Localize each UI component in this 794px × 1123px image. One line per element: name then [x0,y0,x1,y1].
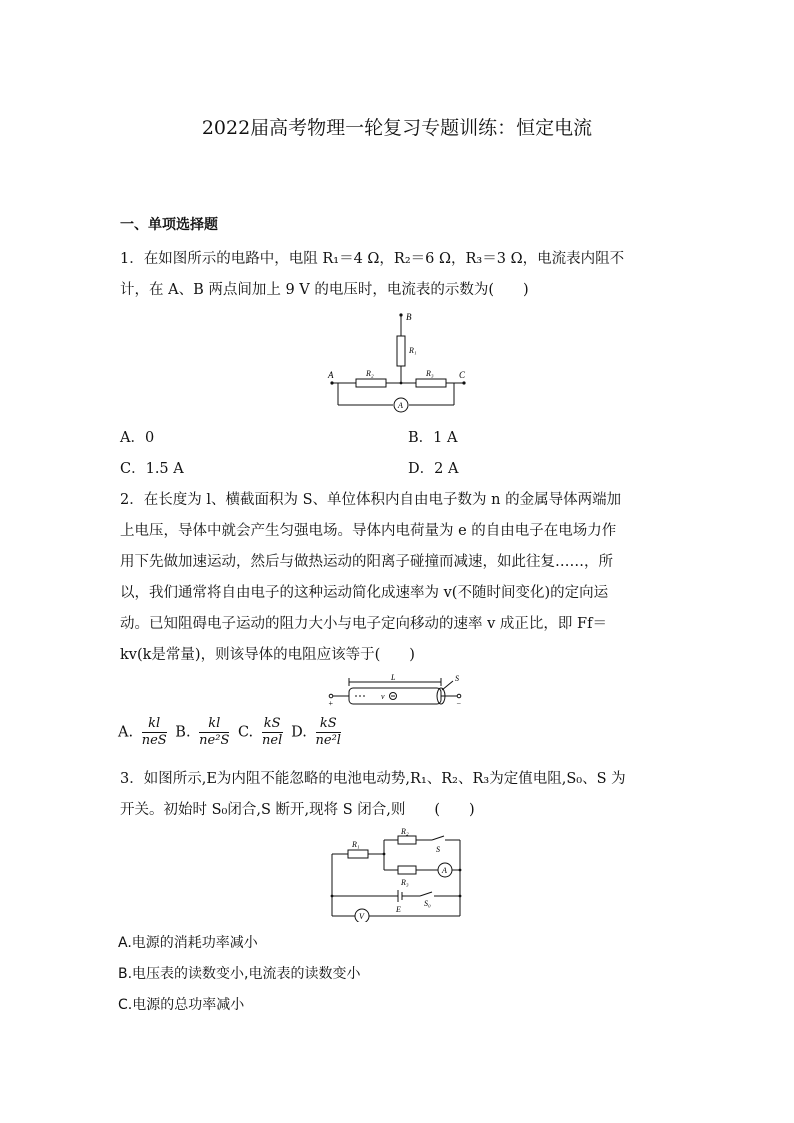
q1-stem-line1: 1．在如图所示的电路中，电阻 R₁＝4 Ω，R₂＝6 Ω，R₃＝3 Ω，电流表内阻不 [120,251,625,267]
q2-option-d-denominator: ne²l [315,733,341,748]
q2-option-b-label: B. [175,724,191,741]
q3-label-E: E [396,905,401,914]
q2-line3: 用下先做加速运动，然后与做热运动的阳离子碰撞而减速，如此往复……，所 [120,554,613,570]
q2-option-b-numerator: kl [199,716,229,733]
page-title: 2022届高考物理一轮复习专题训练：恒定电流 [201,117,593,139]
q1-label-A: A [328,370,334,380]
q2-option-b-fraction [199,716,229,749]
q1-ammeter-label: A [398,401,403,410]
q3-label-R3: R₃ [401,878,409,887]
q2-label-v: v [381,692,385,701]
q3-label-R2: R₂ [401,827,409,836]
q3-option-a: A.电源的消耗功率减小 [118,935,258,951]
q2-option-a-fraction [142,716,167,749]
q2-label-plus: + [328,699,334,708]
q1-label-R2: R₂ [366,369,374,378]
q3-line2: 开关。初始时 S₀闭合,S 断开,现将 S 闭合,则 ( ) [120,802,475,818]
q1-option-d: D．2 A [408,461,459,477]
q1-stem-line2: 计，在 A、B 两点间加上 9 V 的电压时，电流表的示数为( ) [120,282,529,298]
q3-voltmeter-label: V [359,912,364,921]
q1-option-a: A．0 [120,430,155,446]
q2-line5: 动。已知阻碍电子运动的阻力大小与电子定向移动的速率 v 成正比，即 Ff＝ [120,616,607,632]
q2-option-d-label: D. [291,724,307,741]
q2-options [118,716,345,749]
q2-option-c-fraction [262,716,283,749]
q1-label-B: B [406,312,412,322]
q1-option-c: C．1.5 A [120,461,184,477]
q3-label-S: S [436,845,440,854]
q1-label-R1: R₁ [409,346,417,355]
q1-label-R3: R₃ [426,369,434,378]
section-heading: 一、单项选择题 [120,217,218,233]
q2-label-S: S [455,674,459,683]
q2-option-d-numerator: kS [316,716,341,733]
q3-line1: 3．如图所示,E为内阻不能忽略的电池电动势,R₁、R₂、R₃为定值电阻,S₀、S 为 [120,771,626,787]
q2-conductor-diagram [325,672,470,708]
q3-label-R1: R₁ [352,840,360,849]
q2-line6: kv(k是常量)，则该导体的电阻应该等于( ) [120,647,415,663]
q3-ammeter-label: A [442,866,447,875]
q2-option-a-denominator: neS [141,733,167,748]
q2-label-minus: − [456,699,462,708]
q1-option-b: B．1 A [408,430,458,446]
q2-label-L: L [391,673,396,682]
q1-label-C: C [459,370,466,380]
q2-option-a-numerator: kl [142,716,167,733]
q2-line2: 上电压，导体中就会产生匀强电场。导体内电荷量为 e 的自由电子在电场力作 [120,523,617,539]
q3-option-c: C.电源的总功率减小 [118,997,245,1013]
q2-option-c-label: C. [237,724,254,741]
q2-option-b-denominator: ne²S [199,733,230,748]
q2-option-d-fraction [316,716,341,749]
q2-option-c-numerator: kS [263,716,281,731]
q2-line4: 以，我们通常将自由电子的这种运动简化成速率为 v(不随时间变化)的定向运 [120,585,609,601]
q1-circuit-diagram [320,308,470,418]
q2-option-a-label: A. [118,724,134,741]
q3-circuit-diagram [326,826,466,922]
q2-line1: 2．在长度为 l、横截面积为 S、单位体积内自由电子数为 n 的金属导体两端加 [120,492,622,508]
q3-label-S0: S₀ [424,899,431,908]
q2-option-c-denominator: nel [262,733,283,748]
q3-option-b: B.电压表的读数变小,电流表的读数变小 [118,966,361,982]
